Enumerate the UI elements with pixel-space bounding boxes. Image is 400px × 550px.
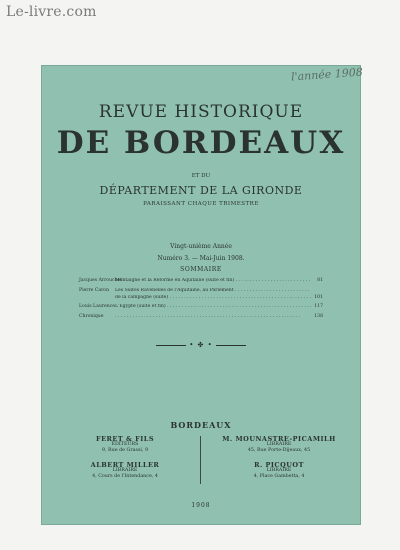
publisher-address: 4, Place Gambetta, 4	[253, 474, 305, 479]
publisher-address: 9, Rue de Grassi, 9	[101, 448, 149, 453]
series-title: REVUE HISTORIQUE	[98, 102, 304, 122]
toc-author: Chronique	[79, 314, 104, 320]
publisher-role: LIBRAIRE	[112, 468, 138, 473]
publisher-block	[209, 462, 349, 480]
toc-row	[79, 278, 323, 285]
city-name: BORDEAUX	[170, 420, 232, 430]
toc-page: 117	[314, 304, 323, 310]
toc-row	[79, 295, 323, 302]
publisher-block	[209, 436, 349, 454]
subtitle: DÉPARTEMENT DE LA GIRONDE	[99, 184, 303, 197]
book-cover	[41, 65, 364, 525]
year-label: Vingt-unième Année	[170, 243, 232, 250]
toc-author: Louis Laurence	[79, 304, 115, 310]
publisher-name: M. MOUNASTRE-PICAMILH	[222, 435, 336, 443]
print-year: 1908	[191, 502, 211, 509]
ornament-glyph: • ✤ •	[189, 341, 213, 349]
publisher-role: ÉDITEURS	[111, 442, 139, 447]
toc-title	[115, 314, 311, 321]
toc-title: Les Suites Ravenelles de l'Aquitaine, au Parlement . . .	[115, 288, 311, 295]
summary-heading: SOMMAIRE	[180, 266, 222, 273]
publisher-role: LIBRAIRE	[266, 442, 292, 447]
toc-title: Montaigne et la Réforme en Aquitaine (suite et fin) . . .	[115, 278, 311, 285]
toc-page: 81	[317, 278, 323, 283]
issue-number: Numéro 3. — Mai-Juin 1908.	[157, 255, 245, 262]
watermark: Le-livre.com	[6, 4, 97, 20]
publisher-divider	[200, 436, 201, 484]
publisher-role: LIBRAIRE	[266, 468, 292, 473]
table-of-contents	[79, 278, 323, 321]
ornament-line-right	[216, 345, 246, 346]
frequency: PARAISSANT CHAQUE TRIMESTRE	[143, 201, 259, 207]
toc-author: Jacques Arrouchet	[79, 278, 123, 283]
toc-row	[79, 304, 323, 311]
toc-page: 138	[314, 314, 323, 320]
main-title: DE BORDEAUX	[56, 125, 346, 161]
toc-title: de la campagne (suite) . . .	[115, 295, 311, 302]
publisher-name: ALBERT MILLER	[90, 461, 160, 469]
toc-author	[79, 295, 115, 302]
toc-title: L'Égypte (suite et fin) . . .	[115, 304, 311, 311]
ornament-line-left	[156, 345, 186, 346]
publisher-block	[55, 436, 195, 454]
toc-author: Pierre Caron	[79, 287, 110, 293]
publisher-name: R. PICQUOT	[254, 461, 304, 469]
handwritten-note: l'année 1908	[290, 65, 364, 84]
toc-page	[311, 288, 323, 295]
toc-row	[79, 288, 323, 295]
publisher-address: 4, Cours de l'Intendance, 4	[92, 474, 158, 479]
toc-row	[79, 314, 323, 321]
publisher-address: 45, Rue Porte-Dijeaux, 45	[247, 448, 311, 453]
title-connector: ET DU	[191, 173, 211, 179]
publisher-block	[55, 462, 195, 480]
ornament	[41, 341, 361, 349]
publisher-name: FERET & FILS	[95, 435, 155, 443]
toc-page: 101	[314, 294, 323, 300]
